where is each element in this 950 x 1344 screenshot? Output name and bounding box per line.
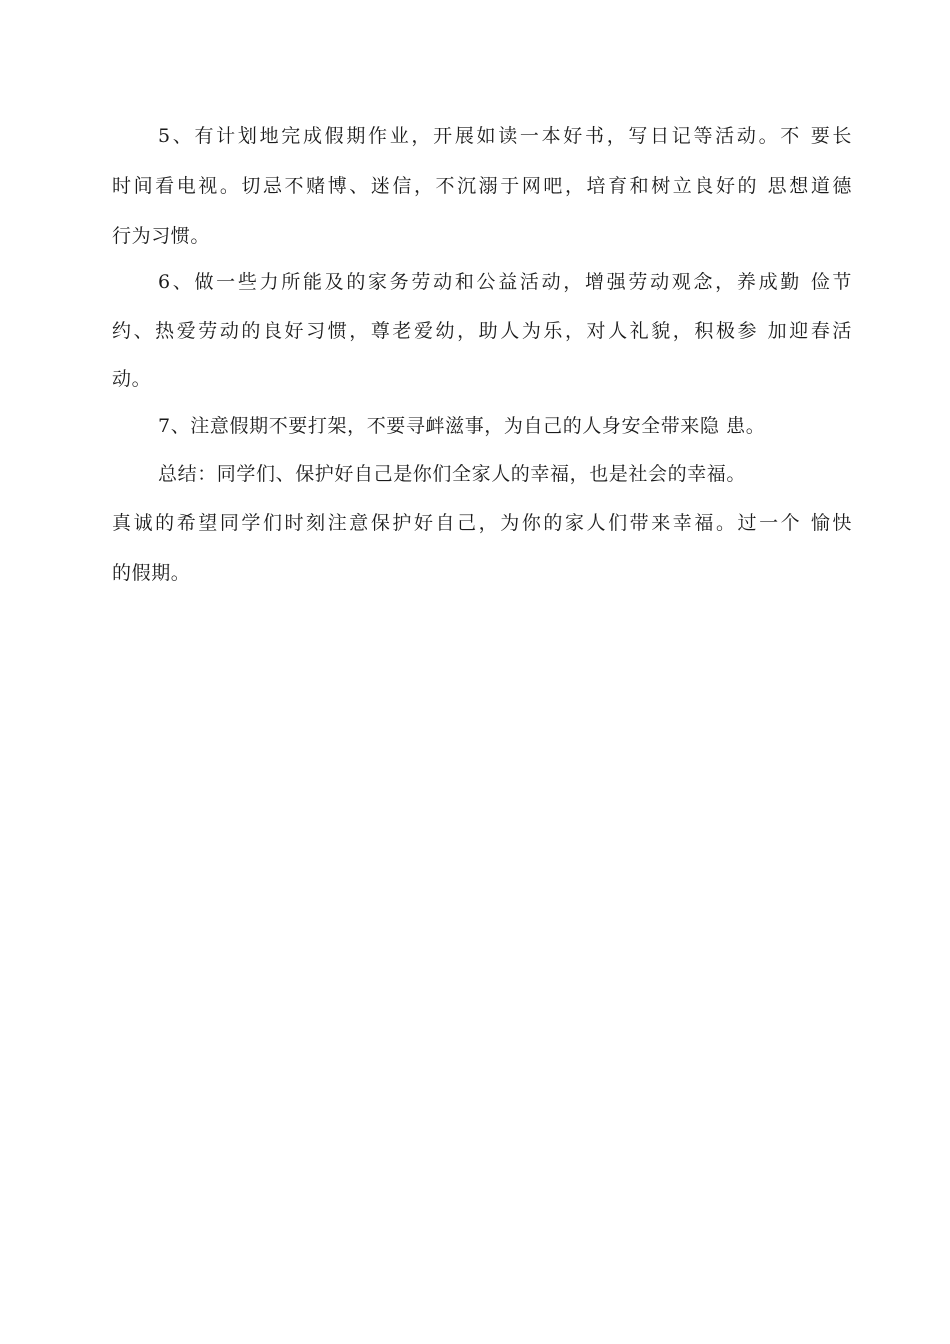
paragraph-5-line-3: 行为习惯。 (112, 225, 211, 247)
paragraph-7-line-1: 7、注意假期不要打架，不要寻衅滋事，为自己的人身安全带来隐 患。 (158, 415, 766, 437)
summary-line-1: 总结：同学们、保护好自己是你们全家人的幸福，也是社会的幸福。 (158, 463, 747, 485)
paragraph-6-line-3: 动。 (112, 368, 152, 390)
paragraph-6-line-2: 约、热爱劳动的良好习惯，尊老爱幼，助人为乐，对人礼貌，积极参 加迎春活 (112, 320, 852, 342)
paragraph-6-line-1: 6、做一些力所能及的家务劳动和公益活动，增强劳动观念，养成勤 俭节 (158, 271, 852, 293)
paragraph-5-line-2: 时间看电视。切忌不赌博、迷信，不沉溺于网吧，培育和树立良好的 思想道德 (112, 175, 852, 197)
summary-line-2: 真诚的希望同学们时刻注意保护好自己，为你的家人们带来幸福。过一个 愉快 (112, 512, 852, 534)
paragraph-5-line-1: 5、有计划地完成假期作业，开展如读一本好书，写日记等活动。不 要长 (158, 125, 852, 147)
summary-line-3: 的假期。 (112, 562, 191, 584)
